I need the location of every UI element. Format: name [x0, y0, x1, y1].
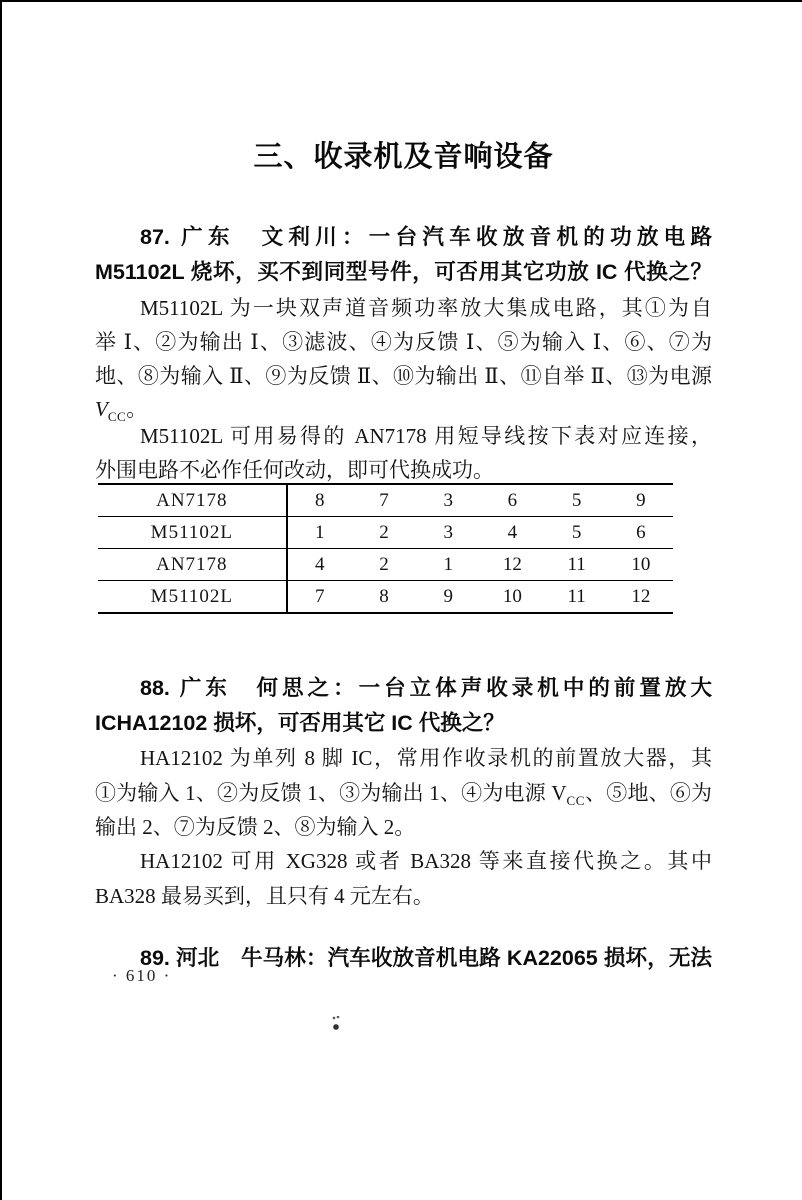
question-88-heading-line-2: ICHA12102 损坏，可否用其它 IC 代换之？ [95, 711, 505, 735]
table-cell-pin: 1 [416, 549, 480, 581]
question-87-heading-line-2: M51102L 烧坏，买不到同型号件，可否用其它功放 IC 代换之？ [95, 260, 712, 284]
table-cell-pin: 5 [545, 484, 609, 517]
table-cell-pin: 9 [416, 581, 480, 614]
table-cell-pin: 8 [352, 581, 416, 614]
q87-paragraph1-line-2: 举 Ⅰ、②为输出 Ⅰ、③滤波、④为反馈 Ⅰ、⑤为输入 Ⅰ、⑥、⑦为 [95, 330, 712, 354]
q87-paragraph2-line-2: 外围电路不必作任何改动，即可代换成功。 [95, 458, 494, 482]
table-cell-pin: 8 [287, 484, 352, 517]
q88-paragraph1-line-3: 输出 2、⑦为反馈 2、⑧为输入 2。 [95, 815, 416, 839]
q87-paragraph2-line-1: M51102L 可用易得的 AN7178 用短导线按下表对应连接， [140, 424, 712, 448]
table-row [98, 517, 673, 549]
question-89-heading-line-1: 89. 河北 牛马林：汽车收放音机电路 KA22065 损坏，无法 [140, 946, 712, 970]
table-cell-pin: 2 [352, 517, 416, 549]
scan-speck [332, 1016, 340, 1030]
page-number: · 610 · [112, 966, 172, 985]
table-cell-pin: 4 [480, 517, 544, 549]
table-cell-ic-name: AN7178 [98, 484, 287, 517]
table-cell-ic-name: M51102L [98, 581, 287, 614]
table-cell-pin: 7 [352, 484, 416, 517]
table-cell-pin: 3 [416, 484, 480, 517]
table-cell-ic-name: AN7178 [98, 549, 287, 581]
table-cell-pin: 3 [416, 517, 480, 549]
table-cell-pin: 12 [480, 549, 544, 581]
table-cell-pin: 6 [609, 517, 673, 549]
question-88-heading-line-1: 88. 广东 何思之：一台立体声收录机中的前置放大 [140, 676, 712, 700]
q88-paragraph1-line-1: HA12102 为单列 8 脚 IC，常用作收录机的前置放大器，其 [140, 746, 712, 770]
q88-line2-post: 、⑤地、⑥为 [584, 781, 713, 805]
vcc-subscript: CC [107, 409, 127, 425]
table-cell-pin: 6 [480, 484, 544, 517]
table-cell-pin: 12 [609, 581, 673, 614]
table-cell-pin: 10 [609, 549, 673, 581]
scan-edge-top [0, 0, 802, 2]
table-row [98, 581, 673, 614]
table-row [98, 549, 673, 581]
table-cell-pin: 7 [287, 581, 352, 614]
table-cell-pin: 5 [545, 517, 609, 549]
q88-line2-pre: ①为输入 1、②为反馈 1、③为输出 1、④为电源 V [95, 781, 567, 805]
q88-paragraph2-line-1: HA12102 可用 XG328 或者 BA328 等来直接代换之。其中 [140, 849, 712, 873]
table-cell-pin: 10 [480, 581, 544, 614]
table-cell-pin: 9 [609, 484, 673, 517]
question-87-heading-line-1: 87. 广东 文利川：一台汽车收放音机的功放电路 [140, 225, 712, 249]
chapter-title: 三、收录机及音响设备 [253, 141, 554, 173]
table-cell-pin: 2 [352, 549, 416, 581]
table-cell-pin: 11 [545, 549, 609, 581]
pin-mapping-table [98, 483, 673, 614]
table-cell-ic-name: M51102L [98, 517, 287, 549]
vcc-symbol: V [95, 397, 108, 421]
q87-paragraph1-line-1: M51102L 为一块双声道音频功率放大集成电路，其①为自 [140, 296, 712, 320]
table-cell-pin: 4 [287, 549, 352, 581]
table-cell-pin: 1 [287, 517, 352, 549]
q88-paragraph2-line-2: BA328 最易买到，且只有 4 元左右。 [95, 884, 434, 908]
vcc-period: 。 [126, 397, 148, 421]
scan-edge-left [0, 0, 2, 1200]
table-cell-pin: 11 [545, 581, 609, 614]
q87-paragraph1-line-3: 地、⑧为输入 Ⅱ、⑨为反馈 Ⅱ、⑩为输出 Ⅱ、⑪自举 Ⅱ、⑬为电源 [95, 364, 712, 388]
table-row [98, 484, 673, 517]
vcc-subscript: CC [566, 793, 585, 809]
